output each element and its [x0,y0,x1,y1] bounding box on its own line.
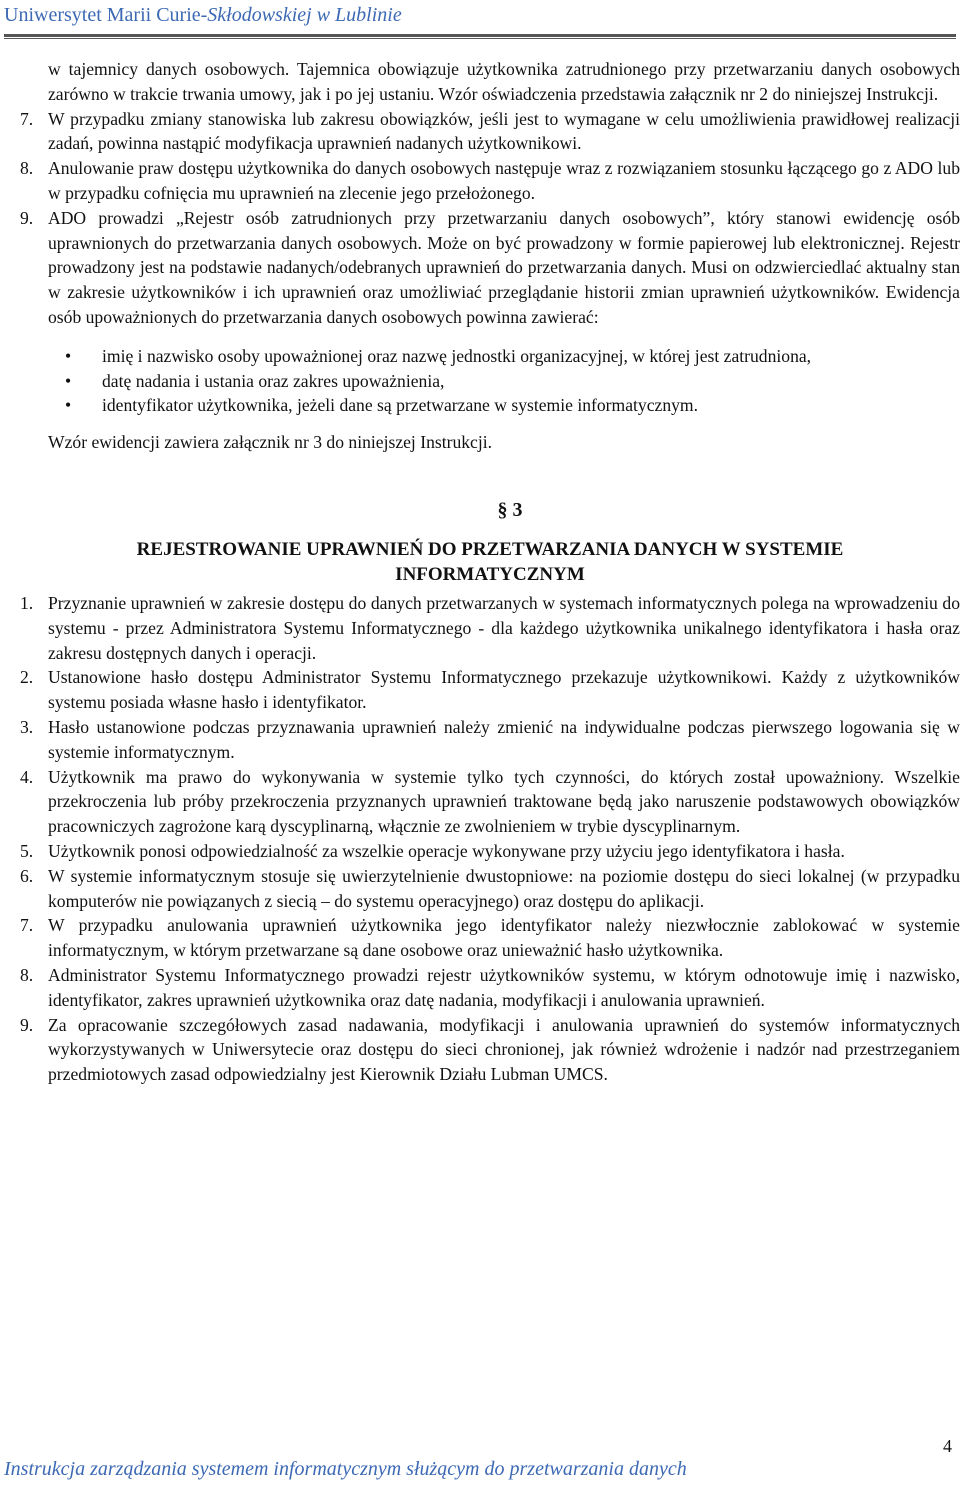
list-item-text: ADO prowadzi „Rejestr osób zatrudnionych przy przetwarzaniu danych osobowych”, który stanowi ewidencję osób uprawnionych do przetwarzania danych osobowych. Może on być prowadzony w formie papierowej lub elektronicznej. Rejestr prowadzony jest na podstawie nadanych/odebranych uprawnień do przetwarzania danych. Musi on odzwierciedlać aktualny stan w zakresie użytkowników i ich uprawnień oraz umożliwiać przeglądanie historii zmian uprawnień użytkowników. Ewidencja osób upoważnionych do przetwarzania danych osobowych powinna zawierać: [48,207,960,327]
numbered-list-part2 [20,591,960,1087]
header-university-italic: Skłodowskiej w Lublinie [207,4,402,26]
list-item [20,591,960,665]
bullet-text: identyfikator użytkownika, jeżeli dane są przetwarzane w systemie informatycznym. [102,395,699,416]
page-header [4,4,402,27]
list-item-text: Przyznanie uprawnień w zakresie dostępu do danych przetwarzanych w systemach informatycznych polega na wprowadzeniu do systemu - przez Administratora Systemu Informatycznego - dla każdego użytkownika unikalnego identyfikatora i hasła oraz zakresu dostępnych danych i operacji. [48,592,960,663]
list-item [20,963,960,1013]
list-item [20,107,960,157]
list-item-number: 8. [20,158,34,179]
bullet-item [20,344,960,369]
intro-paragraph: w tajemnicy danych osobowych. Tajemnica obowiązuje użytkownika zatrudnionego przy przetwarzaniu danych osobowych zarówno w trakcie trwania umowy, jak i po jej ustaniu. Wzór oświadczenia przedstawia załącznik nr 2 do niniejszej Instrukcji. [48,59,960,104]
list-item-number: 6. [20,865,34,886]
document-body [20,57,960,1087]
list-item [20,206,960,330]
list-item [20,715,960,765]
list-item-number: 5. [20,840,34,861]
bullet-icon: • [65,395,72,416]
list-item-number: 8. [20,964,34,985]
list-item-text: Za opracowanie szczegółowych zasad nadawania, modyfikacji i anulowania uprawnień do systemów informatycznych wykorzystywanych w Uniwersytecie oraz dostępu do sieci chronionej, jak również wdrożenie i nadzór nad przestrzeganiem przedmiotowych zasad odpowiedzialny jest Kierownik Działu Lubman UMCS. [48,1014,960,1085]
list-item-number: 1. [20,592,34,613]
bullet-item [20,393,960,418]
section-title: REJESTROWANIE UPRAWNIEŃ DO PRZETWARZANIA DANYCH W SYSTEMIE INFORMATYCZNYM [136,538,844,585]
list-item-number: 9. [20,207,34,228]
list-item-text: Użytkownik ponosi odpowiedzialność za wszelkie operacje wykonywane przy użyciu jego identyfikatora i hasła. [48,840,845,861]
bullet-item [20,369,960,394]
bullet-list [20,344,960,418]
list-item [20,839,960,864]
list-item-text: Administrator Systemu Informatycznego prowadzi rejestr użytkowników systemu, w którym odnotowuje imię i nazwisko, identyfikator, zakres uprawnień użytkownika oraz datę nadania, modyfikacji i anulowania uprawnień. [48,964,960,1010]
list-item [20,1013,960,1087]
bullet-icon: • [65,370,72,391]
list-item-text: W systemie informatycznym stosuje się uwierzytelnienie dwustopniowe: na poziomie dostępu do sieci lokalnej (w przypadku komputerów nie powiązanych z siecią – do systemu operacyjnego) oraz dostępu do aplikacji. [48,865,960,911]
list-item-text: Anulowanie praw dostępu użytkownika do danych osobowych następuje wraz z rozwiązaniem stosunku łączącego go z ADO lub w przypadku cofnięcia mu uprawnień na zlecenie jego przełożonego. [48,158,960,203]
list-item [20,665,960,715]
list-item [20,913,960,963]
page-number: 4 [943,1436,952,1456]
bullet-text: datę nadania i ustania oraz zakres upoważnienia, [102,370,445,391]
header-university-plain: Uniwersytet Marii Curie- [4,4,208,26]
list-item-text: Hasło ustanowione podczas przyznawania uprawnień należy zmienić na indywidualne podczas pierwszego logowania się w systemie informatycznym. [48,716,960,762]
list-item-text: W przypadku zmiany stanowiska lub zakresu obowiązków, jeśli jest to wymagane w celu umożliwienia prawidłowej realizacji zadań, powinna nastąpić modyfikacja uprawnień nadanych użytkownikowi. [48,108,960,154]
list-item-text: Ustanowione hasło dostępu Administrator Systemu Informatycznego przekazuje użytkownikowi. Każdy z użytkowników systemu posiada własne hasło i identyfikator. [48,667,960,713]
bullet-text: imię i nazwisko osoby upoważnionej oraz nazwę jednostki organizacyjnej, w której jest zatrudniona, [102,345,812,366]
bullet-icon: • [65,345,72,366]
list-item-text: Użytkownik ma prawo do wykonywania w systemie tylko tych czynności, do których został upoważniony. Wszelkie przekroczenia lub próby przekroczenia przyznanych uprawnień traktowane będą jako naruszenie podstawowych obowiązków pracowniczych zagrożone karą dyscyplinarną, włącznie ze zwolnieniem w trybie dyscyplinarnym. [48,766,960,837]
list-item [20,864,960,914]
header-divider [4,34,956,40]
list-item-number: 7. [20,108,34,129]
list-item-number: 9. [20,1014,34,1035]
list-item-text: W przypadku anulowania uprawnień użytkownika jego identyfikator należy niezwłocznie zablokować w systemie informatycznym, w którym przetwarzane są dane osobowe oraz unieważnić hasło użytkownika. [48,915,960,961]
list-item-number: 2. [20,667,34,688]
template-note: Wzór ewidencji zawiera załącznik nr 3 do niniejszej Instrukcji. [48,432,493,453]
list-item [20,156,960,206]
list-item [20,765,960,839]
list-item-number: 7. [20,915,34,936]
numbered-list-part1 [20,107,960,330]
page-footer: Instrukcja zarządzania systemem informatycznym służącym do przetwarzania danych [4,1458,687,1480]
list-item-number: 3. [20,716,34,737]
list-item-number: 4. [20,766,34,787]
section-number: § 3 [497,498,523,521]
